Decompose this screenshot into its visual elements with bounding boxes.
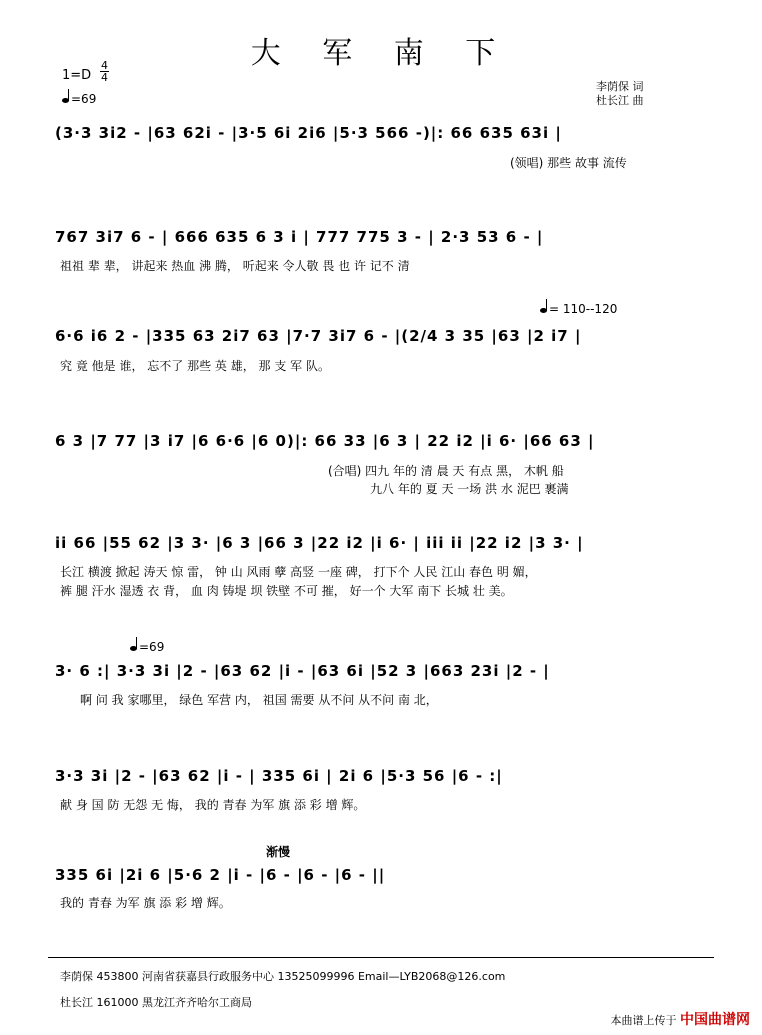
score-line-3 (55, 325, 705, 349)
tempo-value-2: = 110--120 (549, 302, 618, 316)
song-title: 大 军 南 下 (250, 36, 512, 71)
notation: ii 66 |55 62 |3 3· |6 3 |66 3 |22 i2 |i 6· | iii ii |22 i2 |3 3· | (55, 534, 584, 552)
tempo-marking-rit: 渐慢 (266, 845, 291, 859)
credits (596, 80, 644, 108)
lyric-line-4b: 九八 年的 夏 天 一场 洪 水 泥巴 裹满 (370, 482, 569, 496)
time-bottom: 4 (101, 71, 108, 84)
time-signature (100, 60, 109, 83)
quarter-note-icon (130, 646, 137, 651)
lyric-line-7: 献 身 国 防 无怨 无 悔， 我的 青春 为军 旗 添 彩 增 辉。 (60, 798, 366, 812)
score-line-6 (55, 660, 705, 684)
score-line-4 (55, 430, 705, 454)
footer-divider (48, 957, 714, 958)
notation: 6·6 i6 2 - |335 63 2i7 63 |7·7 3i7 6 - |(2/4 3 35 |63 |2 i7 | (55, 327, 582, 345)
composer: 杜长江 曲 (596, 94, 644, 107)
score-line-1 (55, 122, 705, 146)
notation: 3·3 3i |2 - |63 62 |i - | 335 6i | 2i 6 |5·3 56 |6 - :| (55, 767, 503, 785)
lyric-line-4a: (合唱) 四九 年的 清 晨 天 有点 黑， 木帆 船 (328, 464, 564, 478)
lyric-line-5b: 裤 腿 汗水 湿透 衣 背， 血 肉 铸堤 坝 铁壁 不可 摧， 好一个 大军 南下 长城 壮 美。 (60, 584, 513, 598)
footer-line-1: 李荫保 453800 河南省获嘉县行政服务中心 13525099996 Email—LYB2068@126.com (60, 970, 506, 983)
lyricist: 李荫保 词 (596, 80, 644, 93)
time-top: 4 (101, 59, 108, 72)
notation: 335 6i |2i 6 |5·6 2 |i - |6 - |6 - |6 - || (55, 866, 386, 884)
score-line-8 (55, 864, 705, 888)
tempo-value-3: =69 (139, 640, 165, 654)
lyric-line-2: 祖祖 辈 辈， 讲起来 热血 沸 腾， 听起来 令人敬 畏 也 许 记不 清 (60, 259, 410, 273)
tempo-marking-3 (130, 640, 164, 654)
lyric-line-6: 啊 问 我 家哪里， 绿色 军营 内， 祖国 需要 从不问 从不问 南 北， (80, 693, 438, 707)
site-brand (611, 1009, 751, 1029)
quarter-note-icon (540, 308, 547, 313)
notation: 3· 6 :| 3·3 3i |2 - |63 62 |i - |63 6i |52 3 |663 23i |2 - | (55, 662, 550, 680)
score-line-5 (55, 532, 705, 556)
brand-name: 中国曲谱网 (680, 1012, 750, 1028)
tempo-marking-2 (540, 302, 617, 316)
key-signature: 1=D (62, 68, 92, 83)
tempo-value: =69 (71, 92, 97, 106)
lyric-line-3: 究 竟 他是 谁， 忘不了 那些 英 雄， 那 支 军 队。 (60, 359, 330, 373)
quarter-note-icon (62, 98, 69, 103)
tempo-marking (62, 92, 96, 106)
lyric-line-5a: 长江 横渡 掀起 涛天 惊 雷， 钟 山 风雨 孽 高竖 一座 碑， 打下个 人民 江山 春色 明 媚， (60, 565, 537, 579)
score-line-7 (55, 765, 705, 789)
notation: (3·3 3i2 - |63 62i - |3·5 6i 2i6 |5·3 566 -)|: 66 635 63i | (55, 124, 562, 142)
brand-prefix: 本曲谱上传于 (610, 1014, 677, 1027)
notation: 767 3i7 6 - | 666 635 6 3 i | 777 775 3 - | 2·3 53 6 - | (55, 228, 544, 246)
lyric-line-8: 我的 青春 为军 旗 添 彩 增 辉。 (60, 896, 231, 910)
score-line-2 (55, 226, 705, 250)
footer-line-2: 杜长江 161000 黑龙江齐齐哈尔工商局 (60, 996, 252, 1009)
lyric-line-1: (领唱) 那些 故事 流传 (510, 156, 627, 170)
notation: 6 3 |7 77 |3 i7 |6 6·6 |6 0)|: 66 33 |6 3 | 22 i2 |i 6· |66 63 | (55, 432, 595, 450)
